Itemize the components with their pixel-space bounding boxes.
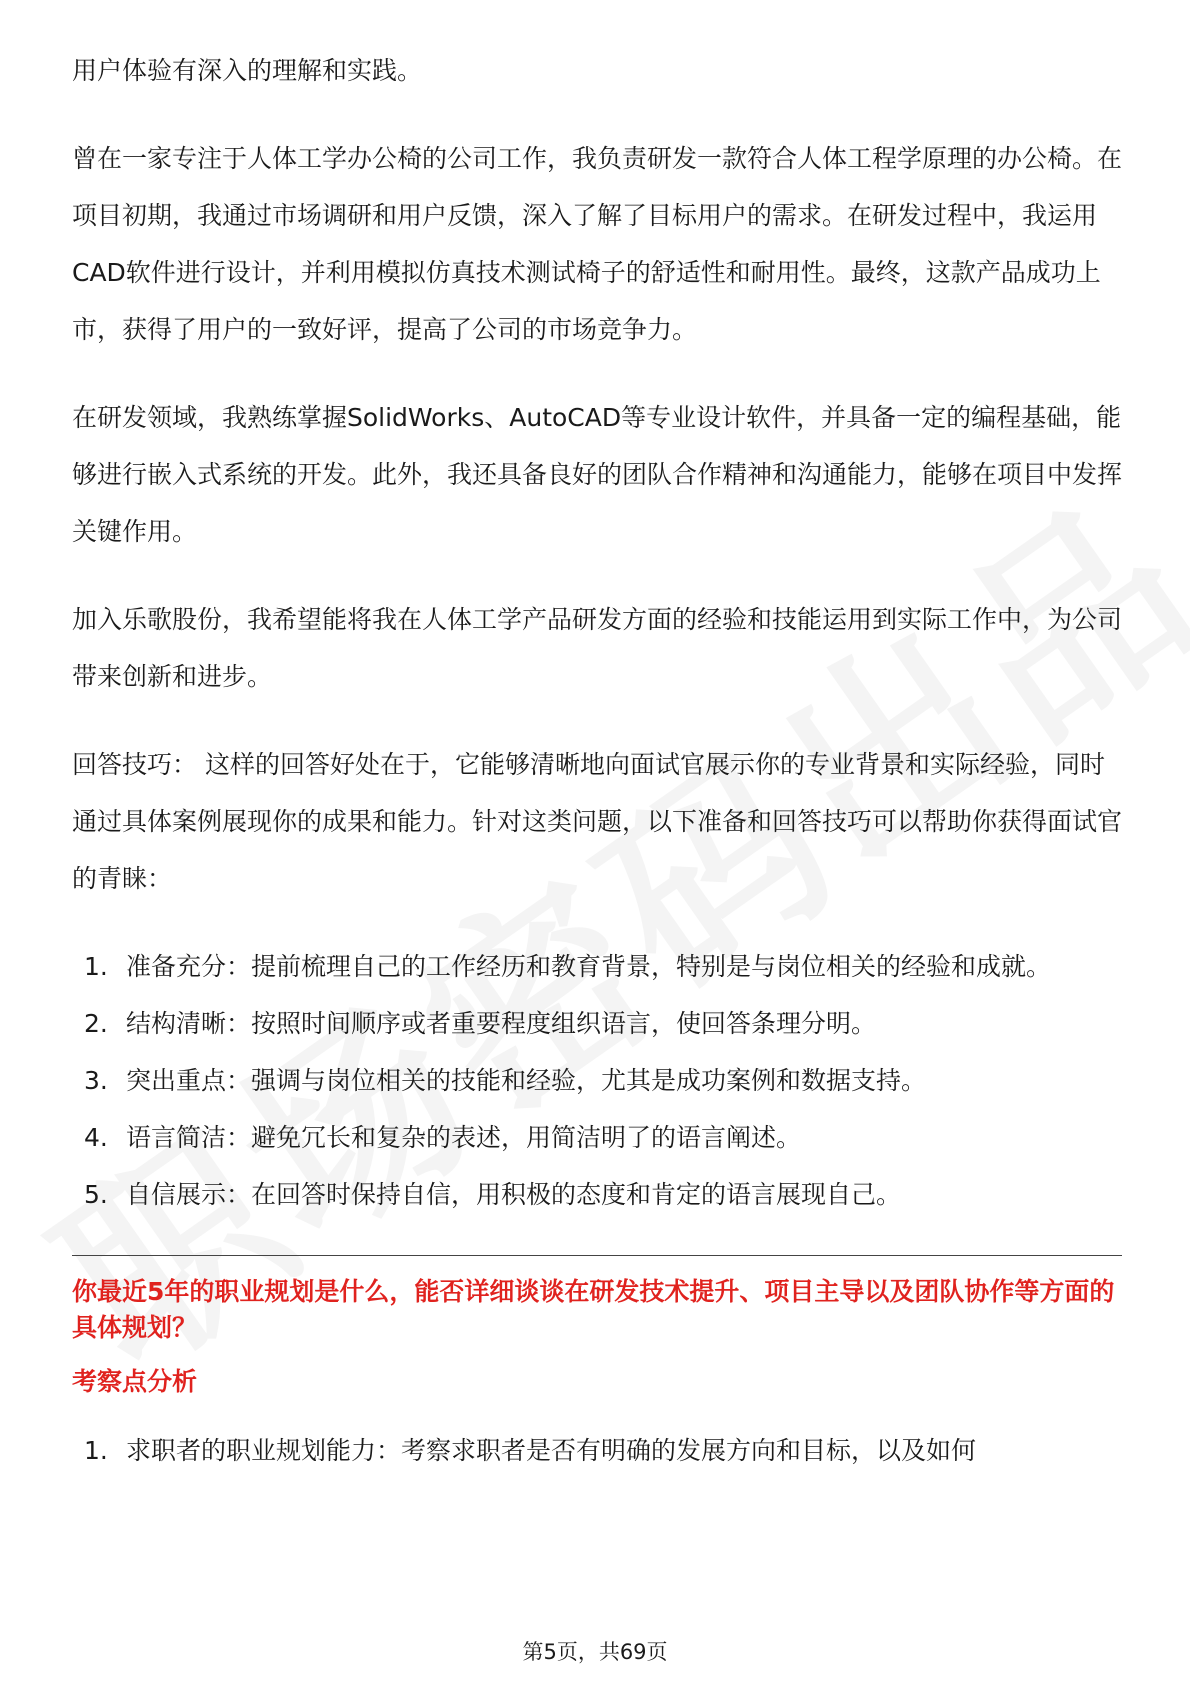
list-item <box>72 1109 1122 1166</box>
list-number: 3. <box>84 1066 108 1095</box>
paragraph-answer-tips: 回答技巧： 这样的回答好处在于，它能够清晰地向面试官展示你的专业背景和实际经验，同时通过具体案例展现你的成果和能力。针对这类问题，以下准备和回答技巧可以帮助你获得面试官的青睐： <box>72 750 1123 893</box>
page-content <box>72 42 1122 1479</box>
page-footer: 第5页，共69页 <box>522 1640 668 1664</box>
analysis-list <box>72 1422 1122 1479</box>
list-item <box>72 1166 1122 1223</box>
list-text: 准备充分：提前梳理自己的工作经历和教育背景，特别是与岗位相关的经验和成就。 <box>126 952 1052 981</box>
list-text: 自信展示：在回答时保持自信，用积极的态度和肯定的语言展现自己。 <box>126 1180 902 1209</box>
list-text: 突出重点：强调与岗位相关的技能和经验，尤其是成功案例和数据支持。 <box>126 1066 927 1095</box>
list-text: 语言简洁：避免冗长和复杂的表述，用简洁明了的语言阐述。 <box>126 1123 802 1152</box>
paragraph-intro: 用户体验有深入的理解和实践。 <box>72 56 423 85</box>
tips-list <box>72 938 1122 1223</box>
list-item <box>72 1052 1122 1109</box>
list-number: 1. <box>84 1436 108 1465</box>
list-number: 4. <box>84 1123 108 1152</box>
list-text: 求职者的职业规划能力：考察求职者是否有明确的发展方向和目标，以及如何 <box>126 1436 977 1465</box>
list-number: 1. <box>84 952 108 981</box>
list-item <box>72 938 1122 995</box>
list-text: 结构清晰：按照时间顺序或者重要程度组织语言，使回答条理分明。 <box>126 1009 877 1038</box>
section-divider <box>72 1255 1122 1256</box>
list-item <box>72 1422 1122 1479</box>
list-number: 5. <box>84 1180 108 1209</box>
question-heading: 你最近5年的职业规划是什么，能否详细谈谈在研发技术提升、项目主导以及团队协作等方面的具体规划？ <box>72 1277 1115 1342</box>
analysis-heading: 考察点分析 <box>72 1367 198 1396</box>
paragraph-skills: 在研发领域，我熟练掌握SolidWorks、AutoCAD等专业设计软件，并具备一定的编程基础，能够进行嵌入式系统的开发。此外，我还具备良好的团队合作精神和沟通能力，能够在项目中发挥关键作用。 <box>72 403 1123 546</box>
paragraph-experience: 曾在一家专注于人体工学办公椅的公司工作，我负责研发一款符合人体工程学原理的办公椅。在项目初期，我通过市场调研和用户反馈，深入了解了目标用户的需求。在研发过程中，我运用CAD软件进行设计，并利用模拟仿真技术测试椅子的舒适性和耐用性。最终，这款产品成功上市，获得了用户的一致好评，提高了公司的市场竞争力。 <box>72 144 1123 344</box>
list-item <box>72 995 1122 1052</box>
list-number: 2. <box>84 1009 108 1038</box>
paragraph-motivation: 加入乐歌股份，我希望能将我在人体工学产品研发方面的经验和技能运用到实际工作中，为公司带来创新和进步。 <box>72 605 1123 691</box>
